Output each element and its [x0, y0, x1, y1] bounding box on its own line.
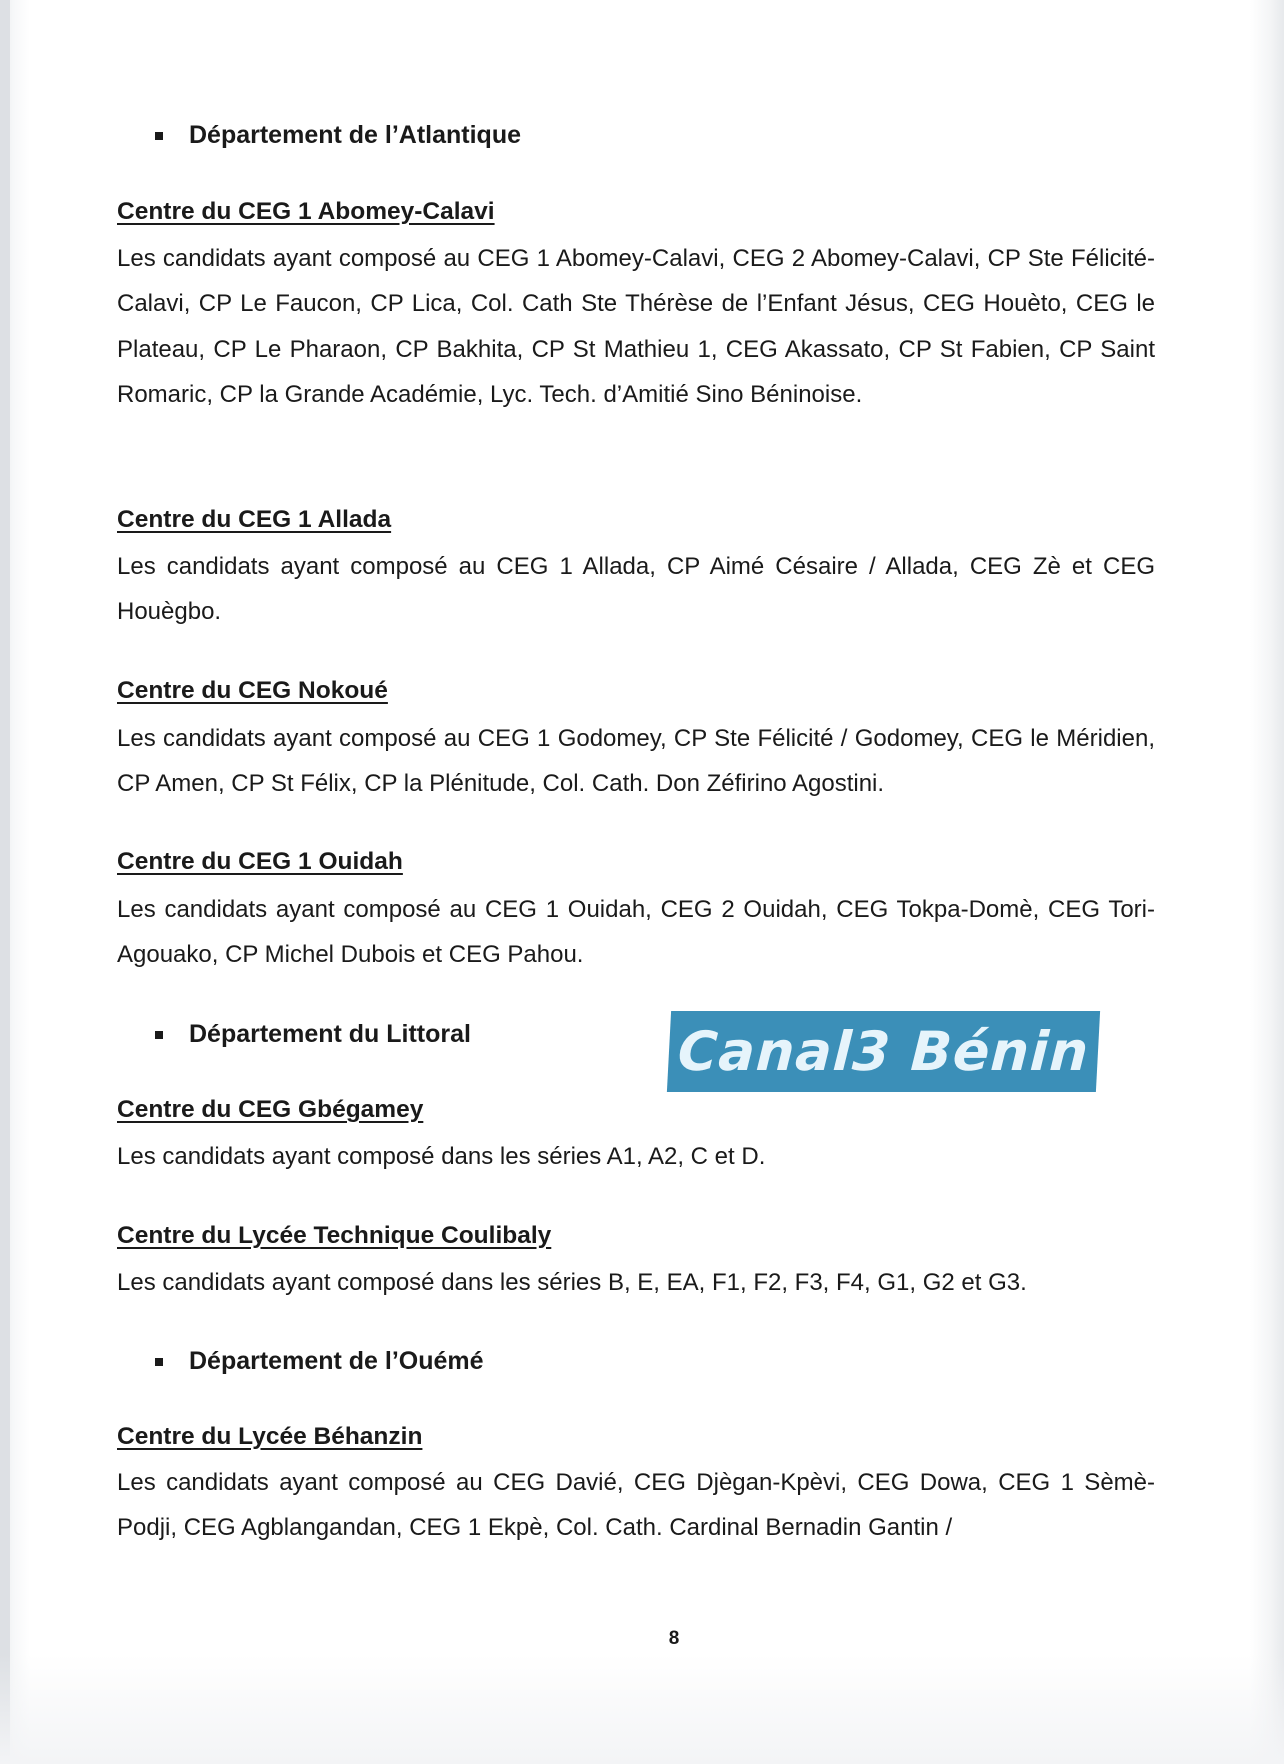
center-title: Centre du Lycée Béhanzin: [117, 1423, 423, 1450]
watermark-text: Canal3 Bénin: [676, 1020, 1091, 1083]
page-number: 8: [668, 1628, 680, 1649]
department-label: Département de l’Atlantique: [189, 121, 521, 149]
center-description: Les candidats ayant composé au CEG Davié, CEG Djègan-Kpèvi, CEG Dowa, CEG 1 Sèmè-Podji, CEG Agblangandan, CEG 1 Ekpè, Col. Cath. Cardinal Bernadin Gantin /: [117, 1469, 1155, 1542]
page-left-edge: [0, 0, 10, 1764]
center-title: Centre du CEG Nokoué: [117, 677, 388, 704]
department-heading-atlantique: [155, 121, 521, 150]
canal3-watermark-logo: [667, 1011, 1100, 1092]
square-bullet-icon: [155, 132, 163, 140]
center-title: Centre du Lycée Technique Coulibaly: [117, 1222, 552, 1249]
department-label: Département du Littoral: [189, 1020, 471, 1048]
center-description: Les candidats ayant composé au CEG 1 Ouidah, CEG 2 Ouidah, CEG Tokpa-Domè, CEG Tori-Agouako, CP Michel Dubois et CEG Pahou.: [117, 896, 1155, 969]
center-description: Les candidats ayant composé au CEG 1 Godomey, CP Ste Félicité / Godomey, CEG le Méridien, CP Amen, CP St Félix, CP la Plénitude, Col. Cath. Don Zéfirino Agostini.: [117, 725, 1155, 798]
center-title: Centre du CEG 1 Allada: [117, 506, 392, 533]
department-heading-littoral: [155, 1020, 471, 1049]
page-bottom-shadow: [0, 1654, 1284, 1764]
square-bullet-icon: [155, 1358, 163, 1366]
center-description: Les candidats ayant composé au CEG 1 Abomey-Calavi, CEG 2 Abomey-Calavi, CP Ste Félicité-Calavi, CP Le Faucon, CP Lica, Col. Cath Ste Thérèse de l’Enfant Jésus, CEG Houèto, CEG le Plateau, CP Le Pharaon, CP Bakhita, CP St Mathieu 1, CEG Akassato, CP St Fabien, CP Saint Romaric, CP la Grande Académie, Lyc. Tech. d’Amitié Sino Béninoise.: [117, 245, 1155, 408]
center-description: Les candidats ayant composé dans les séries A1, A2, C et D.: [117, 1143, 766, 1170]
center-description: Les candidats ayant composé au CEG 1 Allada, CP Aimé Césaire / Allada, CEG Zè et CEG Houègbo.: [117, 553, 1155, 626]
center-description: Les candidats ayant composé dans les séries B, E, EA, F1, F2, F3, F4, G1, G2 et G3.: [117, 1269, 1027, 1296]
department-label: Département de l’Ouémé: [189, 1347, 484, 1375]
center-title: Centre du CEG Gbégamey: [117, 1096, 424, 1123]
center-title: Centre du CEG 1 Abomey-Calavi: [117, 198, 495, 225]
center-title: Centre du CEG 1 Ouidah: [117, 848, 403, 875]
department-heading-oueme: [155, 1347, 484, 1376]
square-bullet-icon: [155, 1031, 163, 1039]
